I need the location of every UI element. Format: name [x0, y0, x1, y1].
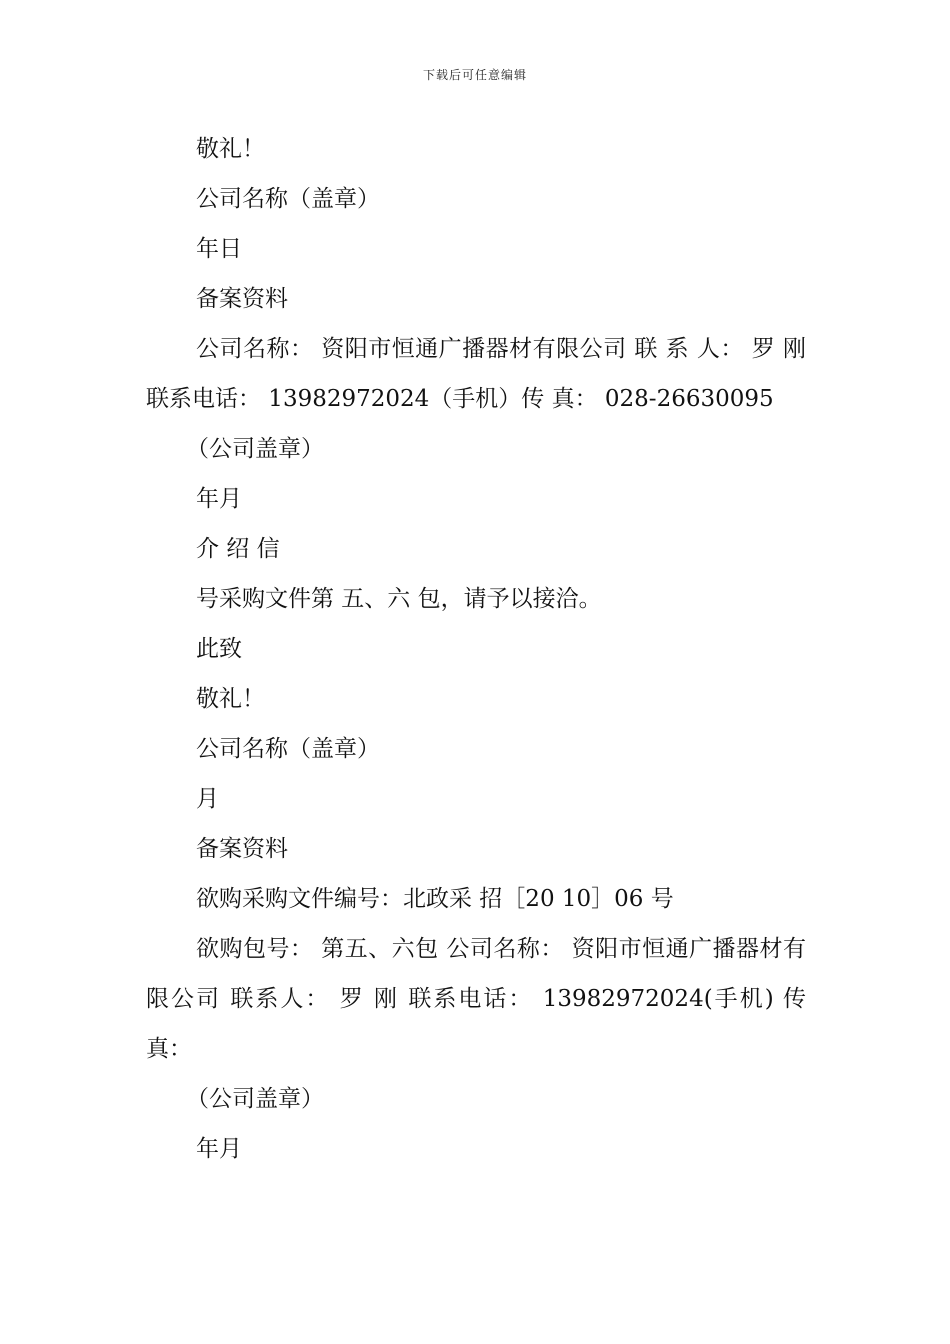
- document-body: [146, 124, 806, 1174]
- procurement-document-number: 欲购采购文件编号：北政采 招［20 10］06 号: [196, 886, 674, 912]
- closing-salutation: 敬礼！: [196, 686, 265, 712]
- company-seal-line: （公司盖章）: [186, 1086, 324, 1112]
- company-seal-line: （公司盖章）: [186, 436, 324, 462]
- section-title-filing: 备案资料: [196, 286, 288, 312]
- introduction-paragraph: 号采购文件第 五、六 包，请予以接洽。: [196, 586, 602, 612]
- section-title-introduction-letter: 介 绍 信: [196, 536, 280, 562]
- closing-phrase: 此致: [196, 636, 242, 662]
- date-line: 年日: [196, 236, 242, 262]
- date-line: 年月: [196, 1136, 242, 1162]
- package-contact-paragraph: 欲购包号： 第五、六包 公司名称： 资阳市恒通广播器材有限公司 联系人： 罗 刚 联系电话： 13982972024(手机) 传 真：: [146, 936, 806, 1062]
- date-line: 年月: [196, 486, 242, 512]
- page-header: 下载后可任意编辑: [422, 68, 527, 82]
- date-line: 月: [196, 786, 219, 812]
- closing-salutation: 敬礼！: [196, 136, 265, 162]
- company-name-seal: 公司名称（盖章）: [196, 736, 380, 762]
- section-title-filing: 备案资料: [196, 836, 288, 862]
- company-contact-paragraph: 公司名称： 资阳市恒通广播器材有限公司 联 系 人： 罗 刚 联系电话： 13982972024（手机）传 真： 028-26630095: [146, 336, 806, 412]
- company-name-seal: 公司名称（盖章）: [196, 186, 380, 212]
